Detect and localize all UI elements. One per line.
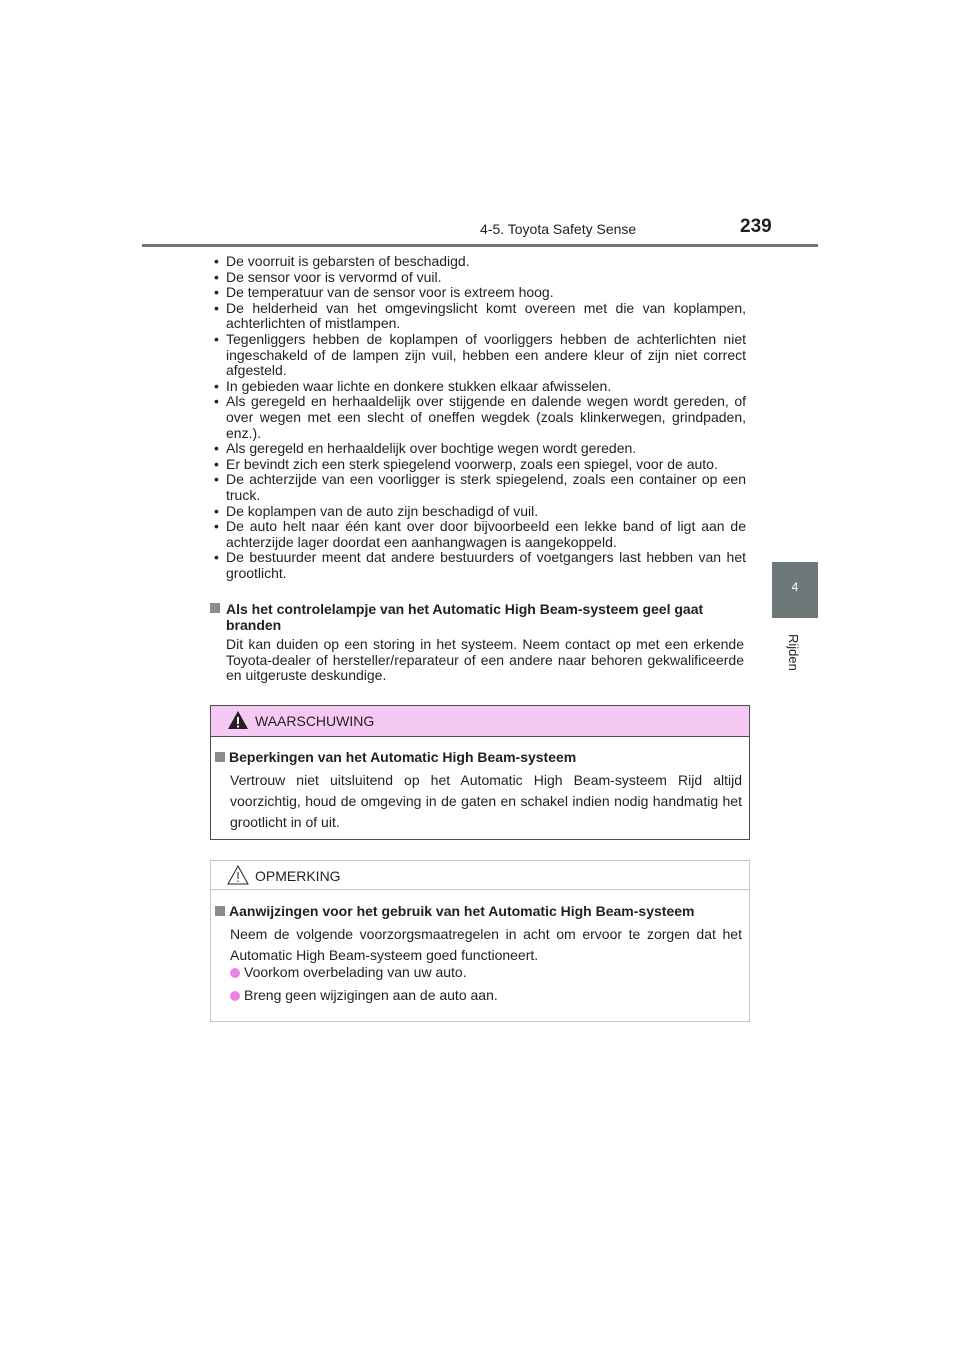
note-list-item: Breng geen wijzigingen aan de auto aan.: [230, 987, 498, 1003]
list-item: • In gebieden waar lichte en donkere stukken elkaar afwisselen.: [212, 379, 746, 395]
note-subheading: Aanwijzingen voor het gebruik van het Automatic High Beam-systeem: [215, 903, 694, 919]
warning-subheading: Beperkingen van het Automatic High Beam-systeem: [215, 749, 576, 765]
square-bullet-icon: [210, 603, 220, 613]
page-number: 239: [740, 216, 772, 237]
circle-bullet-icon: [230, 968, 240, 978]
list-item: • De bestuurder meent dat andere bestuurders of voetgangers last hebben van het grootlicht.: [212, 550, 746, 581]
square-bullet-icon: [215, 906, 225, 916]
list-item: • De helderheid van het omgevingslicht komt overeen met die van koplampen, achterlichten of mistlampen.: [212, 301, 746, 332]
note-body: Neem de volgende voorzorgsmaatregelen in acht om ervoor te zorgen dat het Automatic High Beam-systeem goed functioneert.: [230, 926, 742, 963]
list-item: • De achterzijde van een voorligger is sterk spiegelend, zoals een container op een truck.: [212, 472, 746, 503]
square-bullet-icon: [215, 752, 225, 762]
circle-bullet-icon: [230, 991, 240, 1001]
list-item: • De auto helt naar één kant over door bijvoorbeeld een lekke band of ligt aan de achterzijde lager doordat een aanhangwagen is aangekoppeld.: [212, 519, 746, 550]
note-title: OPMERKING: [255, 868, 341, 884]
chapter-number: 4: [791, 580, 799, 594]
chapter-tab[interactable]: [772, 562, 818, 618]
list-item: • De koplampen van de auto zijn beschadigd of vuil.: [212, 504, 746, 520]
amber-lamp-heading: Als het controlelampje van het Automatic High Beam-systeem geel gaat branden: [210, 601, 750, 633]
list-item: • De sensor voor is vervormd of vuil.: [212, 270, 746, 286]
note-header: [211, 861, 749, 890]
note-list-item: Voorkom overbelading van uw auto.: [230, 964, 467, 980]
warning-header: [211, 706, 749, 737]
section-title: 4-5. Toyota Safety Sense: [480, 221, 637, 237]
warning-body: Vertrouw niet uitsluitend op het Automatic High Beam-systeem Rijd altijd voorzichtig, houd de omgeving in de gaten en schakel indien nodig handmatig het grootlicht in of uit.: [230, 772, 742, 830]
caution-triangle-icon: [227, 864, 249, 886]
warning-box: [210, 705, 750, 840]
note-box: [210, 860, 750, 1022]
amber-lamp-body: Dit kan duiden op een storing in het systeem. Neem contact op met een erkende Toyota-dealer of hersteller/reparateur of een andere naar behoren gekwalificeerde en uitgeruste deskundige.: [226, 636, 744, 684]
chapter-label: Rijden: [786, 634, 801, 671]
list-item: • Tegenliggers hebben de koplampen of voorliggers hebben de achterlichten niet ingeschakeld of de lampen zijn vuil, hebben een andere kleur of zijn niet correct afgesteld.: [212, 332, 746, 379]
warning-triangle-icon: [227, 709, 249, 731]
list-item: • Als geregeld en herhaaldelijk over bochtige wegen wordt gereden.: [212, 441, 746, 457]
list-item: • Als geregeld en herhaaldelijk over stijgende en dalende wegen wordt gereden, of over wegen met een slecht of oneffen wegdek (zoals klinkerwegen, grindpaden, enz.).: [212, 394, 746, 441]
conditions-list: [212, 254, 746, 581]
header-divider: [142, 244, 818, 247]
list-item: • De voorruit is gebarsten of beschadigd.: [212, 254, 746, 270]
warning-title: WAARSCHUWING: [255, 713, 375, 729]
list-item: • Er bevindt zich een sterk spiegelend voorwerp, zoals een spiegel, voor de auto.: [212, 457, 746, 473]
list-item: • De temperatuur van de sensor voor is extreem hoog.: [212, 285, 746, 301]
